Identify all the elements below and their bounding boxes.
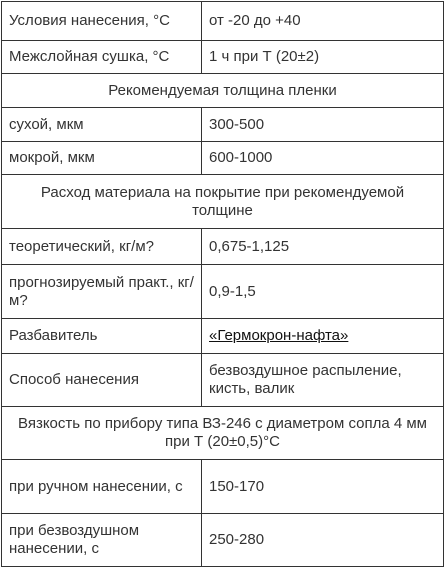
thinner-link[interactable]: «Гермокрон-нафта» [209, 327, 349, 344]
table-row [2, 460, 444, 514]
row-label: при безвоздушном нанесении, с [2, 514, 202, 567]
row-value: безвоздушное распыление, кисть, валик [202, 354, 444, 407]
table-row [2, 265, 444, 319]
section-heading-row [2, 407, 444, 460]
specification-table [1, 1, 444, 567]
section-heading-row [2, 74, 444, 108]
row-value: 300-500 [202, 108, 444, 142]
section-heading: Расход материала на покрытие при рекомендуемой толщине [2, 175, 444, 229]
row-label: при ручном нанесении, с [2, 460, 202, 514]
row-value: 250-280 [202, 514, 444, 567]
table-row [2, 319, 444, 354]
row-label: сухой, мкм [2, 108, 202, 142]
table-row [2, 41, 444, 74]
row-label: Условия нанесения, °С [2, 2, 202, 41]
row-label: Разбавитель [2, 319, 202, 354]
table-row [2, 2, 444, 41]
row-value: от -20 до +40 [202, 2, 444, 41]
row-label: прогнозируемый практ., кг/м? [2, 265, 202, 319]
section-heading: Вязкость по прибору типа ВЗ-246 с диаметром сопла 4 мм при Т (20±0,5)°С [2, 407, 444, 460]
table-row [2, 229, 444, 265]
row-value: 150-170 [202, 460, 444, 514]
row-value: 600-1000 [202, 142, 444, 175]
section-heading: Рекомендуемая толщина пленки [2, 74, 444, 108]
section-heading-row [2, 175, 444, 229]
table-row [2, 354, 444, 407]
row-label: теоретический, кг/м? [2, 229, 202, 265]
row-label: Способ нанесения [2, 354, 202, 407]
row-value: 0,675-1,125 [202, 229, 444, 265]
row-value: 0,9-1,5 [202, 265, 444, 319]
table-row [2, 108, 444, 142]
row-label: Межслойная сушка, °С [2, 41, 202, 74]
table-row [2, 142, 444, 175]
row-value: 1 ч при Т (20±2) [202, 41, 444, 74]
row-label: мокрой, мкм [2, 142, 202, 175]
table-row [2, 514, 444, 567]
row-value-cell [202, 319, 444, 354]
